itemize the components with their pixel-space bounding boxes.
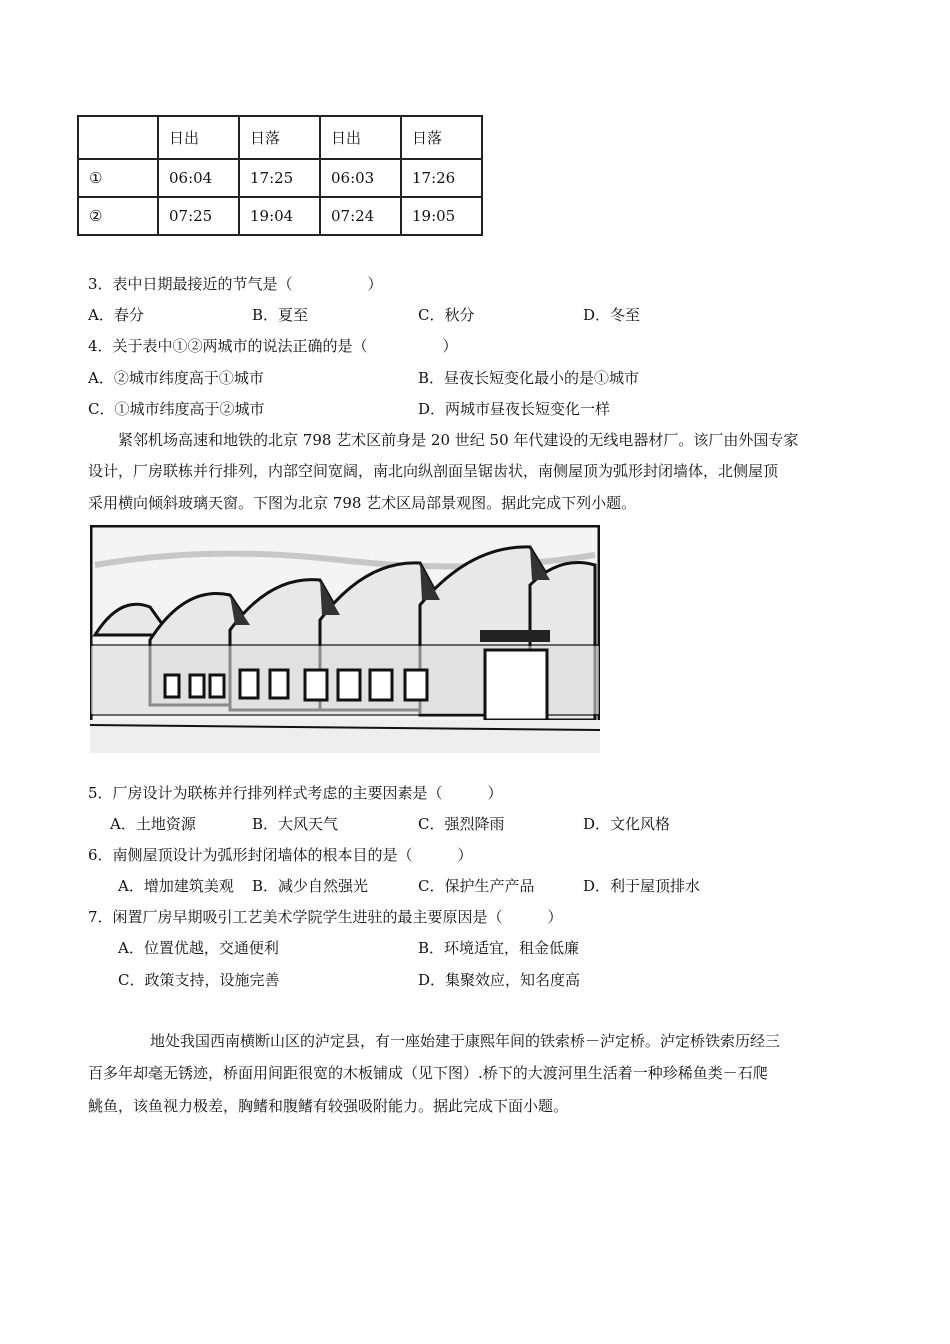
- table-cell: ①: [78, 159, 158, 197]
- q4-option-c: C．①城市纬度高于②城市: [88, 400, 265, 418]
- table-cell: 日落: [239, 116, 320, 159]
- q6-option-a: A．增加建筑美观: [118, 877, 234, 895]
- q6-option-d: D．利于屋顶排水: [583, 877, 701, 895]
- table-cell: 17:26: [401, 159, 482, 197]
- table-cell: 07:24: [320, 197, 401, 235]
- q3-option-a: A．春分: [88, 306, 144, 324]
- q7-option-b: B．环境适宜，租金低廉: [418, 939, 580, 957]
- q5-option-a: A．土地资源: [110, 815, 196, 833]
- q4-option-b: B．昼夜长短变化最小的是①城市: [418, 369, 640, 387]
- question-3-stem: 3．表中日期最接近的节气是（ ）: [88, 275, 383, 293]
- table-cell: 19:04: [239, 197, 320, 235]
- q7-option-d: D．集聚效应，知名度高: [418, 971, 581, 989]
- passage-1-line: 采用横向倾斜玻璃天窗。下图为北京 798 艺术区局部景观图。据此完成下列小题。: [88, 494, 637, 512]
- q5-option-d: D．文化风格: [583, 815, 671, 833]
- table-row: [78, 159, 482, 197]
- question-5-stem: 5．厂房设计为联栋并行排列样式考虑的主要因素是（ ）: [88, 784, 503, 802]
- q3-option-b: B．夏至: [252, 306, 309, 324]
- q7-option-c: C．政策支持，设施完善: [118, 971, 280, 989]
- q6-option-c: C．保护生产产品: [418, 877, 535, 895]
- question-6-stem: 6．南侧屋顶设计为弧形封闭墙体的根本目的是（ ）: [88, 846, 473, 864]
- table-cell: 19:05: [401, 197, 482, 235]
- passage-2-line: 鮡鱼，该鱼视力极差，胸鳍和腹鳍有较强吸附能力。据此完成下面小题。: [88, 1097, 569, 1115]
- passage-1-line: 紧邻机场高速和地铁的北京 798 艺术区前身是 20 世纪 50 年代建设的无线电器材厂。该厂由外国专家: [118, 431, 799, 449]
- q6-option-b: B．减少自然强光: [252, 877, 369, 895]
- table-cell: 日出: [158, 116, 239, 159]
- passage-1-line: 设计，厂房联栋并行排列，内部空间宽阔，南北向纵剖面呈锯齿状，南侧屋顶为弧形封闭墙体，北侧屋顶: [88, 462, 779, 480]
- table-cell: 06:03: [320, 159, 401, 197]
- table-cell: ②: [78, 197, 158, 235]
- table-header-row: [78, 116, 482, 159]
- q3-option-d: D．冬至: [583, 306, 641, 324]
- q5-option-c: C．强烈降雨: [418, 815, 505, 833]
- table-cell: 07:25: [158, 197, 239, 235]
- sunrise-sunset-table: [77, 115, 483, 236]
- passage-2-line: 百多年却毫无锈迹，桥面用间距很宽的木板铺成（见下图）.桥下的大渡河里生活着一种珍稀鱼类－石爬: [88, 1064, 768, 1082]
- q4-option-d: D．两城市昼夜长短变化一样: [418, 400, 611, 418]
- factory-798-photo: [90, 525, 600, 753]
- passage-2-line: 地处我国西南横断山区的泸定县，有一座始建于康熙年间的铁索桥－泸定桥。泸定桥铁索历经三: [150, 1032, 781, 1050]
- table-cell: 17:25: [239, 159, 320, 197]
- table-cell: 日落: [401, 116, 482, 159]
- q3-option-c: C．秋分: [418, 306, 475, 324]
- q7-option-a: A．位置优越，交通便利: [118, 939, 279, 957]
- q5-option-b: B．大风天气: [252, 815, 339, 833]
- table-cell: 06:04: [158, 159, 239, 197]
- question-7-stem: 7．闲置厂房早期吸引工艺美术学院学生进驻的最主要原因是（ ）: [88, 908, 563, 926]
- q4-option-a: A．②城市纬度高于①城市: [88, 369, 264, 387]
- table-cell: [78, 116, 158, 159]
- table-row: [78, 197, 482, 235]
- question-4-stem: 4．关于表中①②两城市的说法正确的是（ ）: [88, 337, 458, 355]
- table-cell: 日出: [320, 116, 401, 159]
